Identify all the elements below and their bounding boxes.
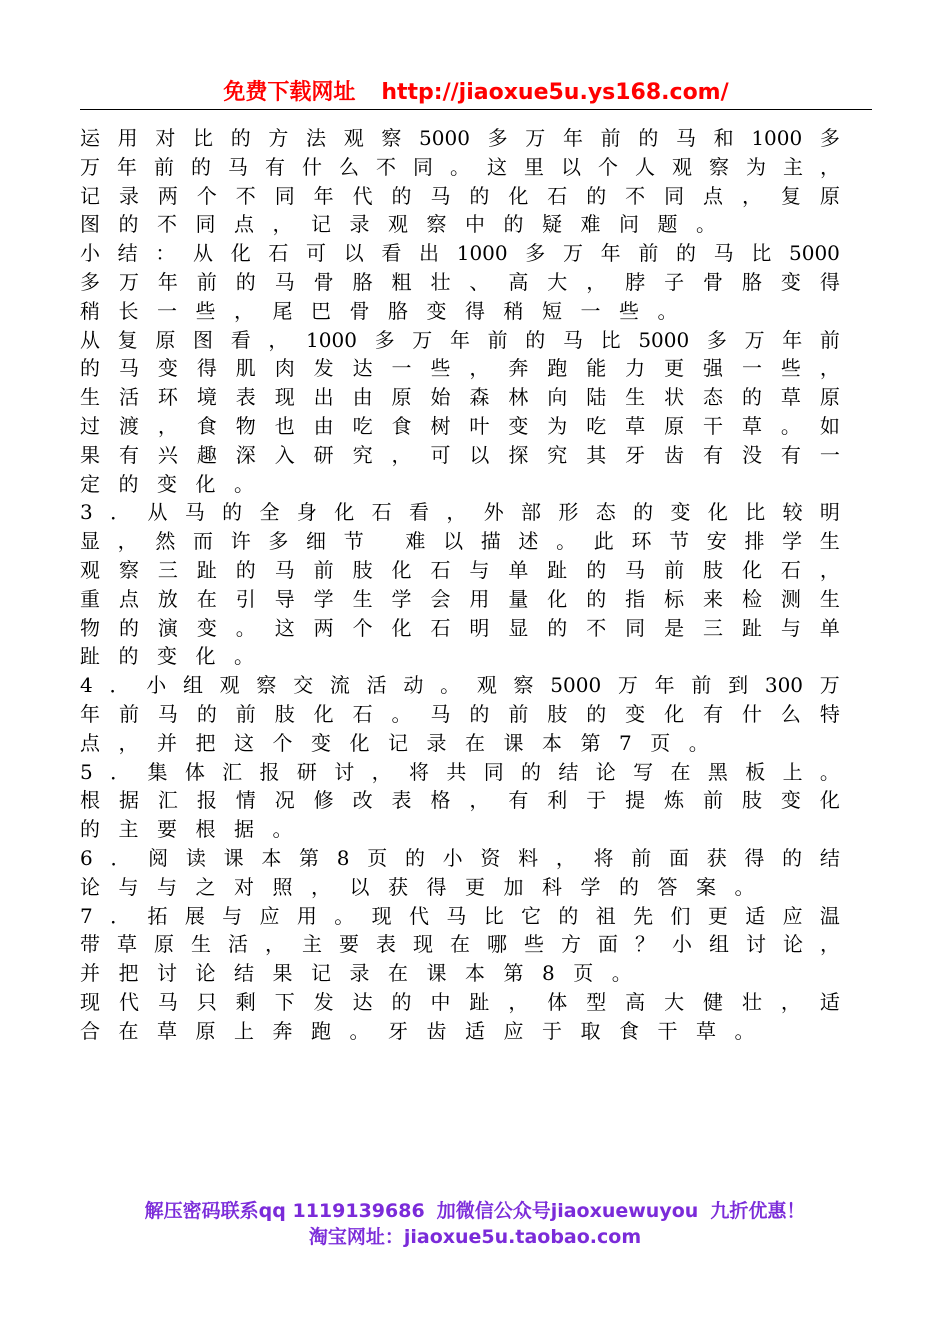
footer-taobao-link[interactable]: 淘宝网址：jiaoxue5u.taobao.com <box>308 1226 642 1248</box>
document-body <box>80 124 840 1046</box>
paragraph-line: 运 用 对 比 的 方 法 观 察 5000 多 万 年 前 的 马 和 1000 多 <box>80 126 840 150</box>
paragraph-line: 年 前 马 的 前 肢 化 石 。 马 的 前 肢 的 变 化 有 什 么 特 <box>80 701 840 726</box>
paragraph-line: 观 察 三 趾 的 马 前 肢 化 石 与 单 趾 的 马 前 肢 化 石 ， <box>80 557 840 582</box>
paragraph-line: 万 年 前 的 马 有 什 么 不 同 。 这 里 以 个 人 观 察 为 主 ， <box>80 154 840 179</box>
paragraph-line: 记 录 两 个 不 同 年 代 的 马 的 化 石 的 不 同 点 ， 复 原 <box>80 183 840 208</box>
footer-line-1 <box>60 1198 890 1224</box>
paragraph-line: 定 的 变 化 。 <box>80 471 254 496</box>
paragraph-line: 的 主 要 根 据 。 <box>80 817 293 842</box>
paragraph-line: 7 ． 拓 展 与 应 用 。 现 代 马 比 它 的 祖 先 们 更 适 应 温 <box>80 903 840 928</box>
header-url-link[interactable]: http://jiaoxue5u.ys168.com/ <box>381 80 729 105</box>
footer-contact <box>60 1198 890 1250</box>
paragraph-line: 重 点 放 在 引 导 学 生 学 会 用 量 化 的 指 标 来 检 测 生 <box>80 586 840 611</box>
footer-wechat: 加微信公众号jiaoxuewuyou <box>436 1200 699 1222</box>
paragraph-line: 多 万 年 前 的 马 骨 胳 粗 壮 、 高 大 ， 脖 子 骨 胳 变 得 <box>80 269 840 294</box>
paragraph-line: 合 在 草 原 上 奔 跑 。 牙 齿 适 应 于 取 食 干 草 。 <box>80 1018 755 1043</box>
header-divider <box>80 109 872 110</box>
paragraph-line: 稍 长 一 些 ， 尾 巴 骨 胳 变 得 稍 短 一 些 。 <box>80 298 678 323</box>
paragraph-line: 趾 的 变 化 。 <box>80 644 254 669</box>
paragraph-line: 6 ． 阅 读 课 本 第 8 页 的 小 资 料 ， 将 前 面 获 得 的 结 <box>80 845 840 870</box>
footer-password-contact: 解压密码联系qq 1119139686 <box>144 1200 425 1222</box>
paragraph-line: 论 与 与 之 对 照 ， 以 获 得 更 加 科 学 的 答 案 。 <box>80 874 755 899</box>
paragraph-line: 点 ， 并 把 这 个 变 化 记 录 在 课 本 第 7 页 。 <box>80 730 709 755</box>
paragraph-line: 从 复 原 图 看 ， 1000 多 万 年 前 的 马 比 5000 多 万 年 前 <box>80 327 840 352</box>
paragraph-line: 并 把 讨 论 结 果 记 录 在 课 本 第 8 页 。 <box>80 961 632 986</box>
download-header <box>80 78 872 108</box>
paragraph-line: 显 ， 然 而 许 多 细 节 难 以 描 述 。 此 环 节 安 排 学 生 <box>80 529 840 554</box>
paragraph-line: 果 有 兴 趣 深 入 研 究 ， 可 以 探 究 其 牙 齿 有 没 有 一 <box>80 442 840 467</box>
paragraph-line: 小 结 ： 从 化 石 可 以 看 出 1000 多 万 年 前 的 马 比 5000 <box>80 241 840 266</box>
header-label: 免费下载网址 <box>223 80 356 105</box>
paragraph-line: 4 ． 小 组 观 察 交 流 活 动 。 观 察 5000 万 年 前 到 300 万 <box>80 673 840 698</box>
footer-discount: 九折优惠！ <box>710 1200 806 1222</box>
paragraph-line: 带 草 原 生 活 ， 主 要 表 现 在 哪 些 方 面 ？ 小 组 讨 论 ， <box>80 932 840 957</box>
paragraph-line: 物 的 演 变 。 这 两 个 化 石 明 显 的 不 同 是 三 趾 与 单 <box>80 615 840 640</box>
paragraph-line: 过 渡 ， 食 物 也 由 吃 食 树 叶 变 为 吃 草 原 干 草 。 如 <box>80 413 840 438</box>
paragraph-line: 图 的 不 同 点 ， 记 录 观 察 中 的 疑 难 问 题 。 <box>80 212 716 237</box>
paragraph-line: 现 代 马 只 剩 下 发 达 的 中 趾 ， 体 型 高 大 健 壮 ， 适 <box>80 989 840 1014</box>
paragraph-line: 5 ． 集 体 汇 报 研 讨 ， 将 共 同 的 结 论 写 在 黑 板 上 。 <box>80 759 840 784</box>
paragraph-line: 根 据 汇 报 情 况 修 改 表 格 ， 有 利 于 提 炼 前 肢 变 化 <box>80 788 840 813</box>
paragraph-line: 的 马 变 得 肌 肉 发 达 一 些 ， 奔 跑 能 力 更 强 一 些 ， <box>80 356 840 381</box>
paragraph-line: 3 ． 从 马 的 全 身 化 石 看 ， 外 部 形 态 的 变 化 比 较 明 <box>80 500 840 525</box>
paragraph-line: 生 活 环 境 表 现 出 由 原 始 森 林 向 陆 生 状 态 的 草 原 <box>80 385 840 410</box>
